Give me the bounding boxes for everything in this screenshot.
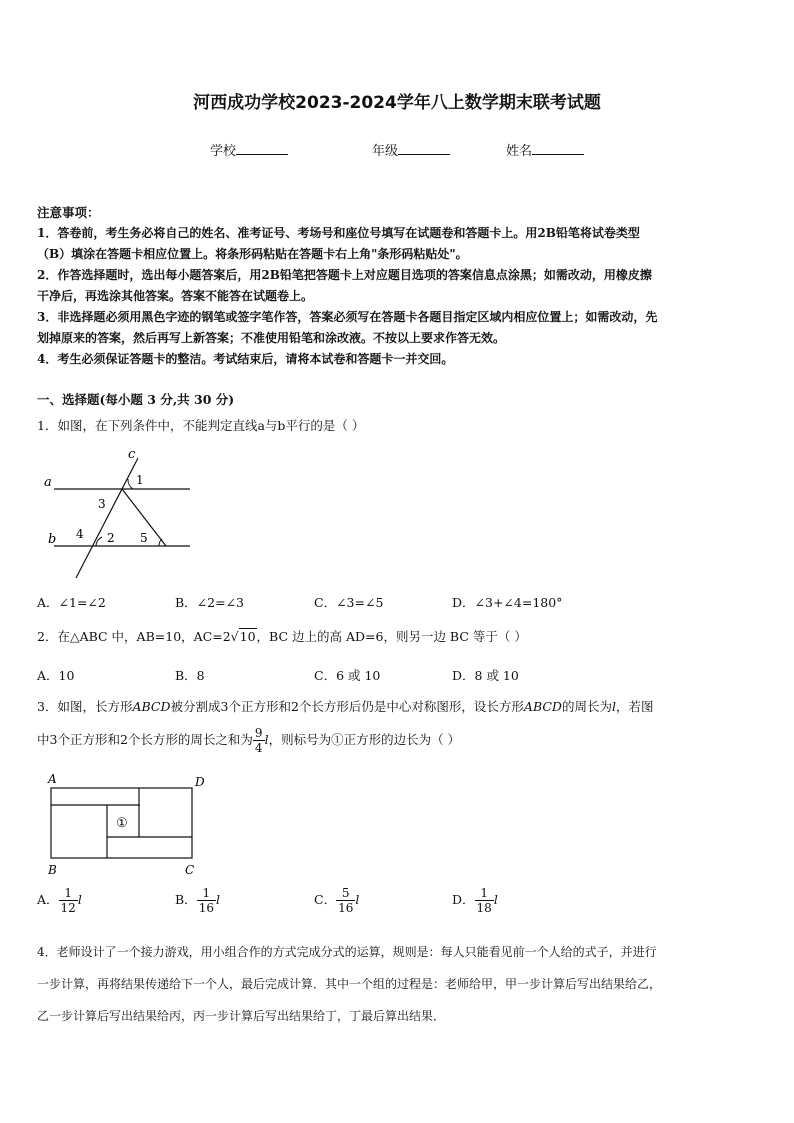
q3-var-l: l (611, 699, 616, 714)
label-1: 1 (136, 473, 144, 487)
opt-prefix: C． (314, 892, 337, 907)
exam-title: 河西成功学校2023-2024学年八上数学期末联考试题 (193, 93, 601, 113)
q3-fraction (253, 726, 265, 755)
opt-var: l (77, 892, 82, 907)
school-blank[interactable] (236, 142, 288, 155)
notes-line: 干净后，再选涂其他答案。答案不能答在试题卷上。 (37, 289, 314, 303)
q1-figure (40, 446, 200, 580)
label-B: B (48, 863, 57, 877)
frac-num: 9 (254, 726, 263, 740)
line-c (76, 458, 138, 578)
school-field (210, 140, 288, 159)
q2-option-a[interactable]: A．10 (37, 668, 75, 683)
angle-arc-3 (159, 539, 162, 546)
q3-option-d[interactable] (452, 886, 498, 915)
name-field (506, 140, 584, 159)
notes-line: 划掉原来的答案，然后再写上新答案；不准使用铅笔和涂改液。不按以上要求作答无效。 (37, 331, 506, 345)
q3-text: ，则标号为①正方形的边长为（ ） (268, 732, 461, 747)
school-label: 学校 (210, 144, 237, 159)
q3-abcd: ABCD (523, 699, 562, 714)
notes-line: 3．非选择题必须用黑色字迹的钢笔或签字笔作答，答案必须写在答题卡各题目指定区域内相应位置上；如需改动，先 (37, 310, 658, 324)
opt-frac (59, 886, 78, 915)
label-A: A (48, 772, 57, 786)
label-3: 3 (98, 497, 106, 511)
notes-line: 1．答卷前，考生务必将自己的姓名、准考证号、考场号和座位号填写在试题卷和答题卡上。用2B铅笔将试卷类型 (37, 226, 640, 240)
frac-den: 18 (476, 901, 492, 915)
q2-radicand: 10 (239, 629, 256, 644)
q3-option-c[interactable] (314, 886, 359, 915)
label-D: D (195, 775, 205, 789)
opt-frac (197, 886, 216, 915)
label-5: 5 (140, 531, 148, 545)
frac-den: 4 (254, 741, 263, 755)
label-C: C (185, 863, 195, 877)
q3-abcd: ABCD (132, 699, 171, 714)
notes-line: 2．作答选择题时，选出每小题答案后，用2B铅笔把答题卡上对应题目选项的答案信息点涂黑；如需改动，用橡皮擦 (37, 268, 652, 282)
q3-text: 的周长为 (561, 699, 612, 714)
q3-text: 3．如图，长方形 (37, 699, 133, 714)
q3-text: 中3个正方形和2个长方形的周长之和为 (37, 732, 253, 747)
opt-prefix: B． (175, 892, 197, 907)
q4-line: 一步计算，再将结果传递给下一个人，最后完成计算．其中一个组的过程是：老师给甲，甲一步计算后写出结果给乙， (37, 977, 662, 991)
label-a: a (44, 475, 52, 490)
section-heading: 一、选择题(每小题 3 分,共 30 分) (37, 392, 235, 407)
q4-line: 乙一步计算后写出结果给丙，丙一步计算后写出结果给丁，丁最后算出结果． (37, 1009, 446, 1023)
opt-var: l (493, 892, 498, 907)
frac-num: 1 (475, 886, 494, 901)
label-b: b (48, 532, 57, 547)
opt-prefix: A． (37, 892, 59, 907)
notes-heading: 注意事项： (37, 205, 100, 220)
grade-label: 年级 (372, 144, 399, 159)
notes-line: 4．考生必须保证答题卡的整洁。考试结束后，请将本试卷和答题卡一并交回。 (37, 352, 454, 366)
q3-text: 被分割成3个正方形和2个长方形后仍是中心对称图形，设长方形 (170, 699, 524, 714)
frac-den: 16 (338, 901, 354, 915)
q1-option-d[interactable]: D．∠3+∠4=180° (452, 595, 563, 610)
frac-den: 16 (198, 901, 214, 915)
label-c: c (128, 447, 136, 462)
angle-arc-1 (128, 479, 133, 489)
opt-var: l (215, 892, 220, 907)
opt-frac (336, 886, 355, 915)
q3-text: ，若图 (615, 699, 654, 714)
q3-line1 (37, 696, 762, 717)
grade-blank[interactable] (398, 142, 450, 155)
q4-line: 4．老师设计了一个接力游戏，用小组合作的方式完成分式的运算，规则是：每人只能看见前一个人给的式子，并进行 (37, 945, 657, 959)
frac-num: 5 (336, 886, 355, 901)
q3-option-a[interactable] (37, 886, 82, 915)
q3-var-l: l (264, 732, 269, 747)
name-label: 姓名 (506, 144, 533, 159)
q1-option-c[interactable]: C．∠3=∠5 (314, 595, 384, 610)
opt-prefix: D． (452, 892, 475, 907)
q3-figure (40, 770, 210, 880)
label-4: 4 (76, 527, 84, 541)
q1-option-b[interactable]: B．∠2=∠3 (175, 595, 245, 610)
square-mark: ① (116, 816, 128, 831)
frac-num: 1 (197, 886, 216, 901)
opt-frac (475, 886, 494, 915)
frac-den: 12 (60, 901, 76, 915)
q2-option-b[interactable]: B．8 (175, 668, 205, 683)
q2-option-d[interactable]: D．8 或 10 (452, 668, 519, 683)
q3-line2 (37, 722, 762, 758)
q1-option-a[interactable]: A．∠1=∠2 (37, 595, 106, 610)
opt-var: l (355, 892, 360, 907)
notes-line: （B）填涂在答题卡相应位置上。将条形码粘贴在答题卡右上角"条形码粘贴处"。 (37, 247, 468, 261)
frac-num: 1 (59, 886, 78, 901)
q2-option-c[interactable]: C．6 或 10 (314, 668, 381, 683)
grade-field (372, 140, 450, 159)
sqrt-sign: √ (230, 629, 239, 644)
q3-option-b[interactable] (175, 886, 220, 915)
name-blank[interactable] (532, 142, 584, 155)
label-2: 2 (107, 531, 115, 545)
q2-stem-after: ，BC 边上的高 AD=6，则另一边 BC 等于（ ） (256, 629, 527, 644)
q1-stem: 1．如图，在下列条件中，不能判定直线a与b平行的是（ ） (37, 418, 365, 433)
q2-stem (37, 626, 762, 647)
q2-stem-before: 2．在△ABC 中，AB=10，AC=2 (37, 629, 231, 644)
